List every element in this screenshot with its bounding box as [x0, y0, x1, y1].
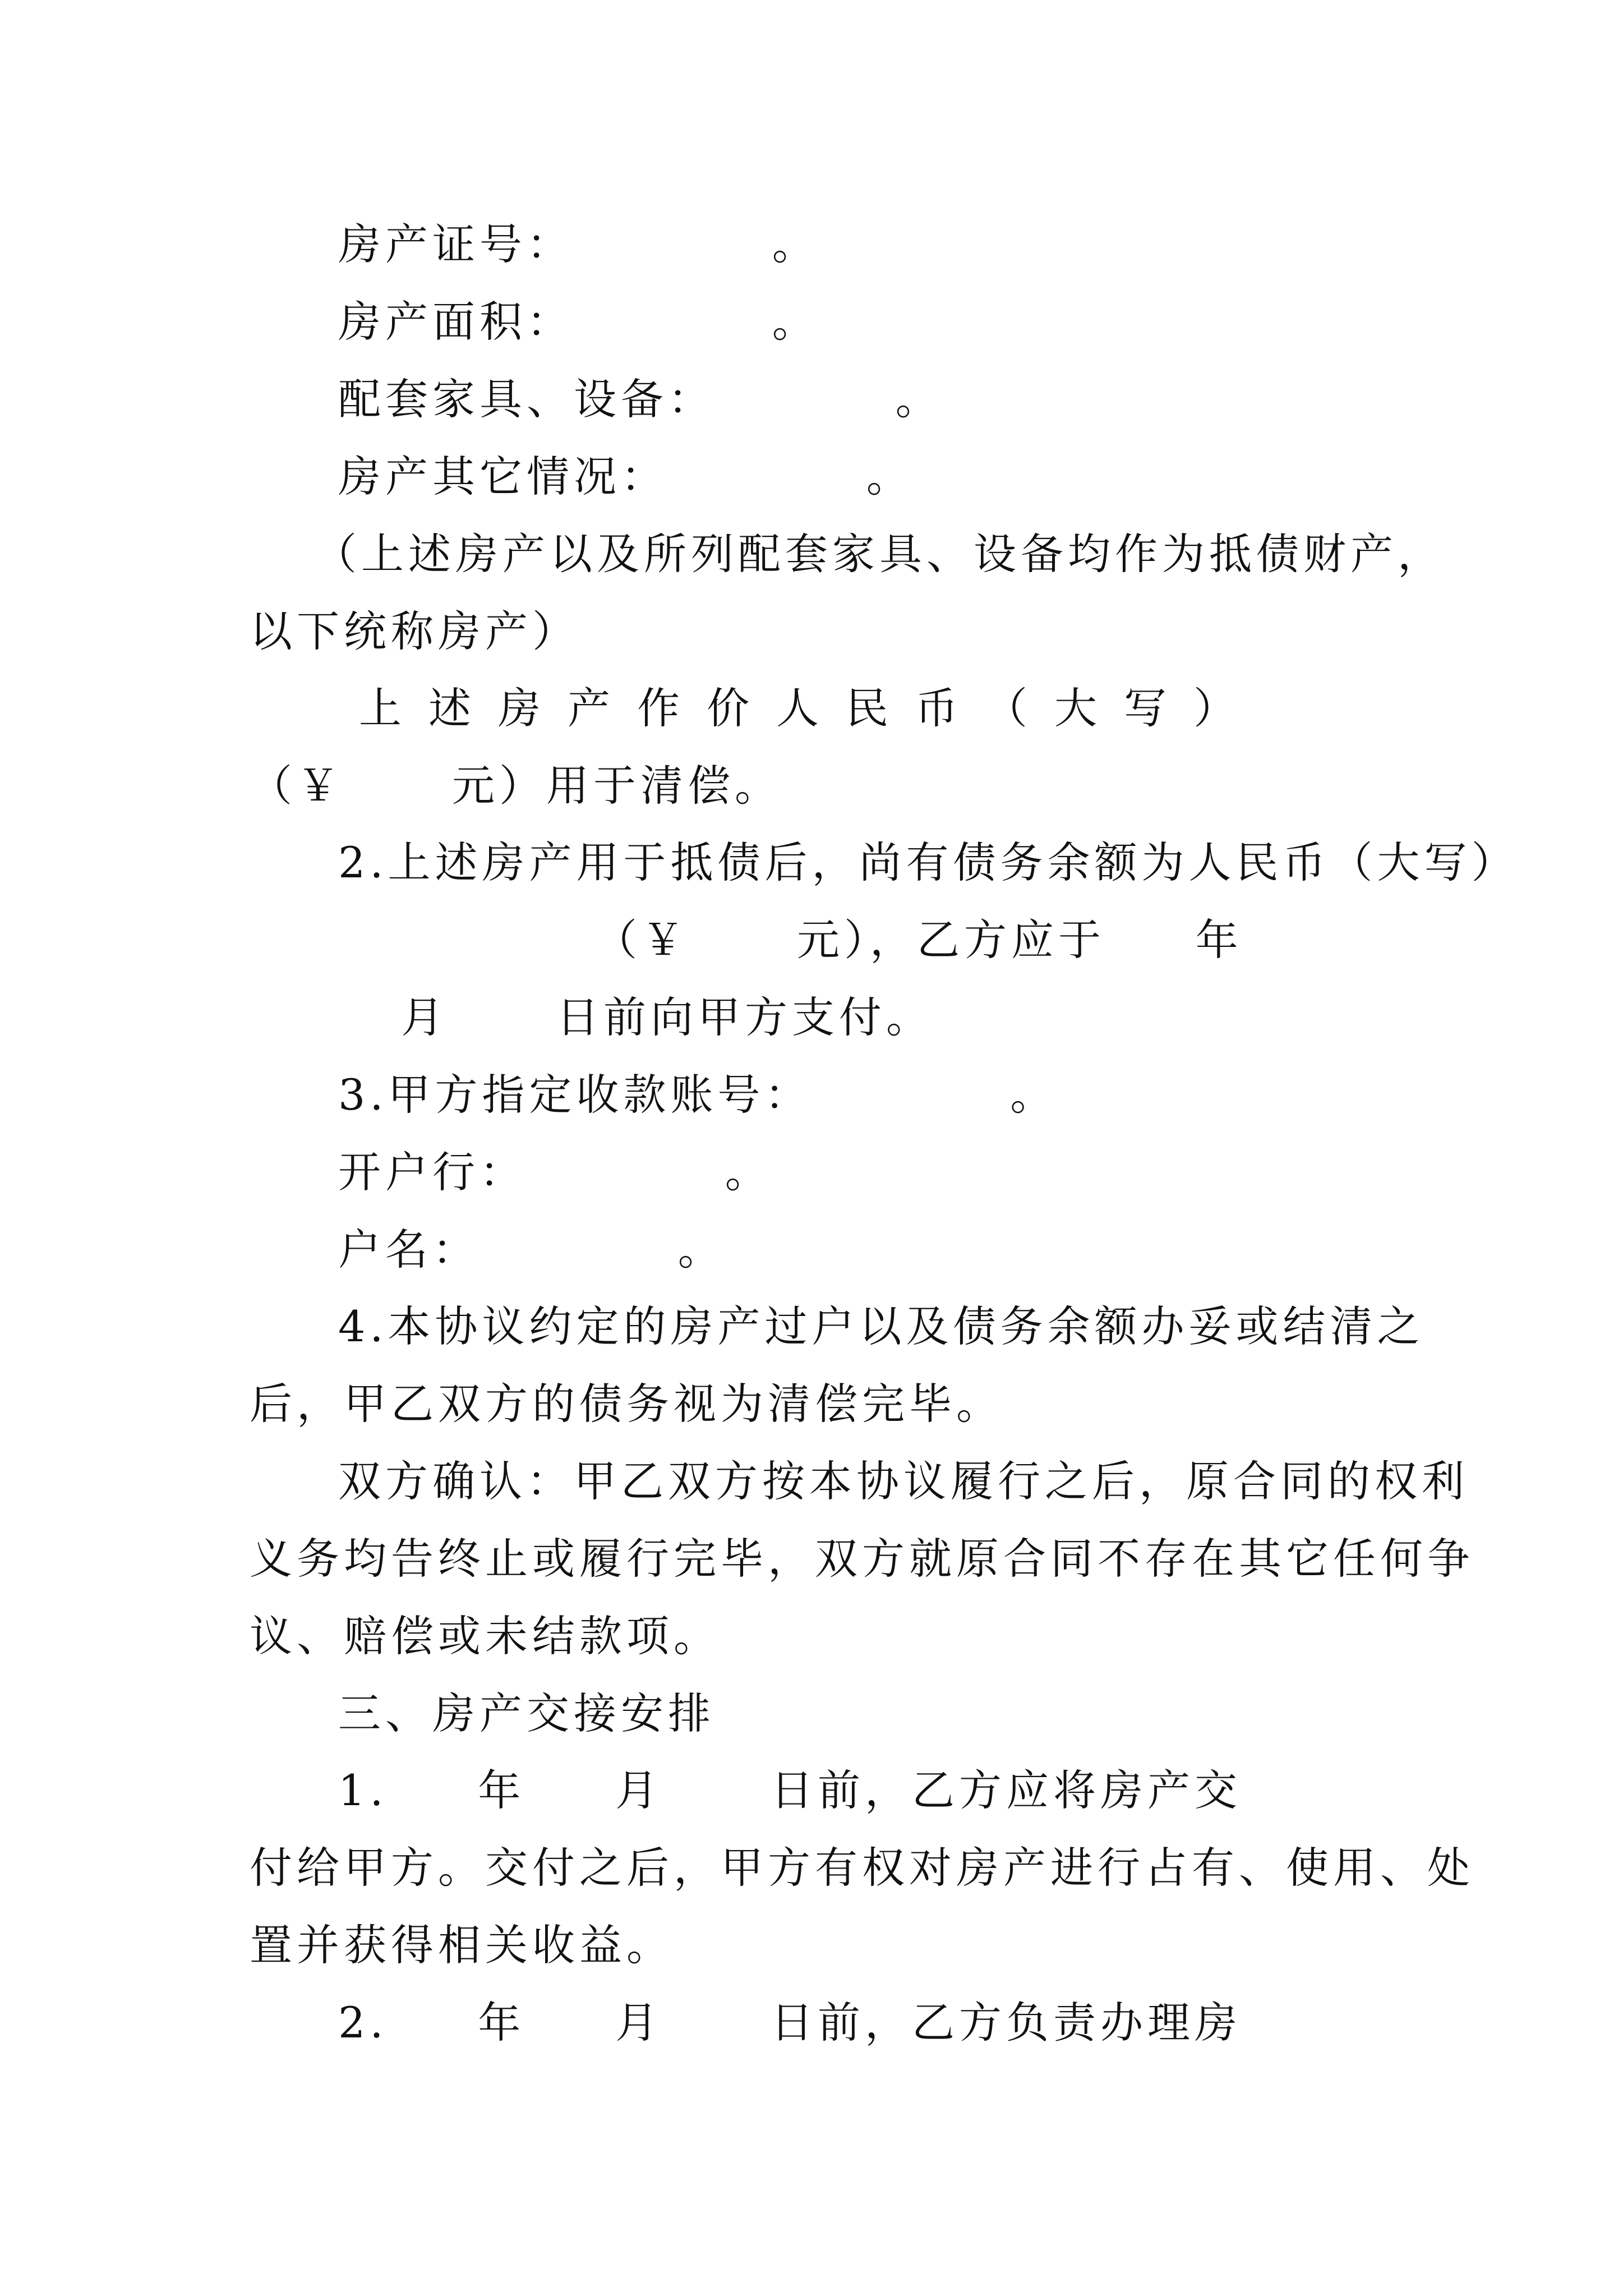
text-line: 上述房产作价人民币（大写）: [359, 683, 1263, 733]
text-line: 议、赔偿或未结款项。: [250, 1611, 721, 1661]
text-line: 付给甲方。交付之后，甲方有权对房产进行占有、使用、处: [250, 1843, 1474, 1893]
text-line: 2. 年 月 日前，乙方负责办理房: [338, 1998, 1242, 2047]
text-line: （￥ 元），乙方应于 年: [594, 915, 1243, 965]
text-line: 双方确认：甲乙双方按本协议履行之后，原合同的权利: [338, 1456, 1469, 1506]
text-line: 配套家具、设备： 。: [338, 374, 943, 424]
text-line: 1. 年 月 日前，乙方应将房产交: [338, 1765, 1242, 1815]
text-line: （￥ 元）用于清偿。: [250, 761, 782, 811]
text-line: 置并获得相关收益。: [250, 1920, 674, 1970]
text-line: 房产面积： 。: [338, 297, 819, 347]
text-line: 2.上述房产用于抵债后，尚有债务余额为人民币（大写）: [338, 838, 1519, 887]
text-line: 以下统称房产）: [250, 606, 579, 656]
text-line: 户名： 。: [338, 1225, 725, 1274]
text-line: 房产其它情况： 。: [338, 452, 914, 501]
text-line: 3.甲方指定收款账号： 。: [338, 1070, 1058, 1120]
text-line: 开户行： 。: [338, 1147, 772, 1197]
text-line: 房产证号： 。: [338, 219, 819, 269]
text-line: （上述房产以及所列配套家具、设备均作为抵债财产，: [314, 529, 1445, 579]
text-line: 义务均告终止或履行完毕，双方就原合同不存在其它任何争: [250, 1534, 1474, 1584]
text-line: 三、房产交接安排: [338, 1688, 715, 1738]
text-line: 月 日前向甲方支付。: [401, 992, 933, 1042]
text-line: 4.本协议约定的房产过户以及债务余额办妥或结清之: [338, 1301, 1424, 1351]
text-line: 后，甲乙双方的债务视为清偿完毕。: [250, 1379, 1003, 1429]
